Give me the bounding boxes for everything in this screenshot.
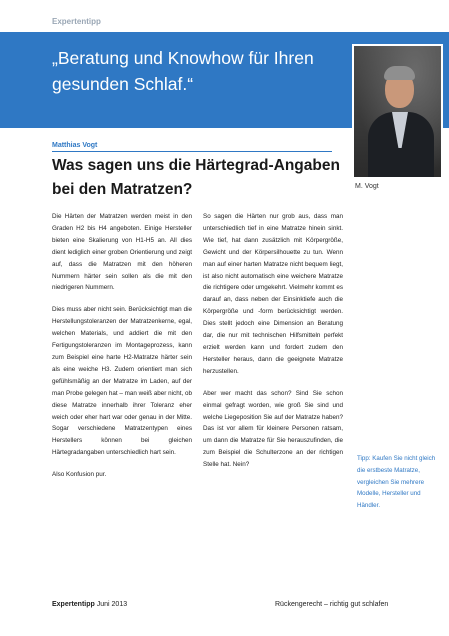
author-photo: [354, 46, 441, 177]
footer-brand: Expertentipp: [52, 601, 95, 608]
footer-issue: [52, 601, 127, 608]
article-headline: Was sagen uns die Härtegrad-Angaben bei den Matratzen?: [52, 157, 340, 198]
paragraph: Aber wer macht das schon? Sind Sie schon einmal gefragt worden, wie groß Sie sind und welche Liegeposition Sie auf der Matratze haben? Das ist vor allem für kleinere Personen ratsam, um dann die Matratze für Sie herauszufinden, die zum Beispiel die Schulterzone an der richtigen Stelle hat. Nein?: [203, 389, 343, 469]
photo-hair: [384, 66, 415, 80]
footer-tagline: Rückengerecht – richtig gut schlafen: [275, 601, 389, 608]
paragraph: Also Konfusion pur.: [52, 471, 107, 479]
tip-box: Tipp: Kaufen Sie nicht gleich die erstbeste Matratze, vergleichen Sie mehrere Modelle, Hersteller und Händler.: [357, 455, 436, 510]
photo-caption: M. Vogt: [355, 183, 379, 190]
banner-quote: „Beratung und Knowhow für Ihren gesunden Schlaf.“: [52, 48, 314, 94]
footer-date: Juni 2013: [94, 601, 128, 608]
article-column-right: [203, 211, 343, 481]
author-name: Matthias Vogt: [52, 142, 98, 149]
header-label: Expertentipp: [52, 17, 101, 26]
paragraph: So sagen die Härten nur grob aus, dass man unterschiedlich tief in eine Matratze hinein sinkt. Wie tief, hat dann zusätzlich mit Körpergröße, Gewicht und der Körpersilhouette zu tun. Wenn man auf einer harten Matratze nicht bequem liegt, ist also nicht automatisch eine weichere Matratze die richtigere oder umgekehrt. Vielmehr kommt es darauf an, dass neben der Einsinktiefe auch die Körpergröße und -form berücksichtigt werden. Dies stellt jedoch eine Dimension an Beratung dar, die nur mit technischen Hilfsmitteln perfekt erzielt werden kann und fordert zudem den Hersteller heraus, dann die geeignete Matratze herzustellen.: [203, 213, 343, 375]
article-column-left: [52, 211, 192, 491]
paragraph: Die Härten der Matratzen werden meist in den Graden H2 bis H4 angeboten. Einige Hersteller bieten eine Skalierung von H1-H5 an. All dies dient lediglich einer groben Orientierung und zeigt auf, dass die Matratzen mit den höheren Nummern härter sein sollen als die mit den niedrigeren Nummern.: [52, 213, 192, 292]
paragraph: Dies muss aber nicht sein. Berücksichtigt man die Herstellungstoleranzen der Matratzenkerne, egal, welchen Materials, und addiert die mit den Fertigungstoleranzen im Montageprozess, kann zum Beispiel eine harte H2-Matratze härter sein als eine weiche H3. Zudem orientiert man sich gefühlsmäßig an der Matratze im Laden, auf der man Probe gelegen hat – man weiß aber nicht, ob diese Matratze innerhalb ihrer Toleranz eher weich oder eher hart war oder genau in der Mitte. Sogar verschiedene Matratzentypen eines Herstellers können bei gleichen Härtegradangaben unterschiedlich hart sein.: [52, 306, 192, 457]
author-divider: [52, 151, 332, 152]
